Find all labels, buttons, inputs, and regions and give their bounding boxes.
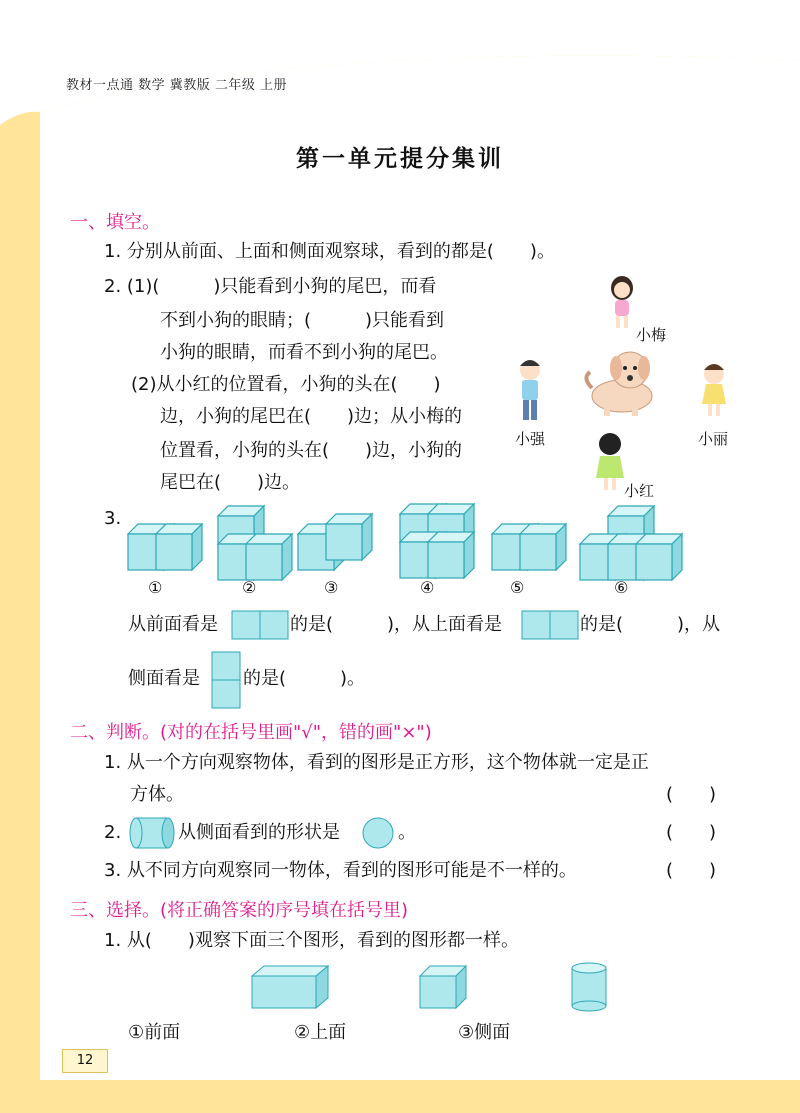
s1-question-2-line6: 位置看，小狗的头在( )边，小狗的 bbox=[160, 440, 463, 461]
option-front[interactable]: ①前面 bbox=[128, 1022, 181, 1043]
cylinder-lying-icon bbox=[128, 816, 176, 850]
s1-q3-top-prefix: 的是( )，从上面看是 bbox=[290, 614, 503, 635]
figure-label-6: ⑥ bbox=[614, 578, 629, 597]
section3-heading: 三、选择。(将正确答案的序号填在括号里) bbox=[70, 900, 409, 921]
cube-shape bbox=[420, 966, 466, 1008]
three-solids-figure bbox=[250, 962, 640, 1014]
figure-2 bbox=[218, 506, 292, 580]
s1-q3-front-prefix: 从前面看是 bbox=[128, 614, 218, 635]
figure-5 bbox=[492, 524, 566, 570]
s1-question-2-line5: 边，小狗的尾巴在( )边；从小梅的 bbox=[160, 406, 463, 427]
option-side[interactable]: ③侧面 bbox=[458, 1022, 511, 1043]
two-squares-vertical-shape bbox=[211, 651, 241, 709]
s1-q3-side-answer: 的是( )。 bbox=[243, 668, 366, 689]
s1-question-2-line1: 2. (1)( )只能看到小狗的尾巴，而看 bbox=[104, 276, 437, 297]
s2-question-1-line2: 方体。 bbox=[130, 784, 184, 805]
section2-heading: 二、判断。(对的在括号里画"√"，错的画"×") bbox=[70, 722, 432, 743]
s2-question-1-line1: 1. 从一个方向观察物体，看到的图形是正方形，这个物体就一定是正 bbox=[104, 752, 649, 773]
s1-question-1: 1. 分别从前面、上面和侧面观察球，看到的都是( )。 bbox=[104, 241, 555, 262]
label-xiaohong: 小红 bbox=[624, 482, 655, 500]
s2-question-3: 3. 从不同方向观察同一物体，看到的图形可能是不一样的。 bbox=[104, 860, 577, 881]
figure-4 bbox=[400, 504, 474, 578]
figure-label-5: ⑤ bbox=[510, 578, 525, 597]
two-squares-horizontal-shape-2 bbox=[521, 610, 579, 640]
label-xiaoli: 小丽 bbox=[698, 430, 729, 448]
s2-question-2-end: 。 bbox=[398, 822, 416, 843]
s2-question-2-number: 2. bbox=[104, 822, 122, 843]
figure-label-4: ④ bbox=[420, 578, 435, 597]
s1-question-3-number: 3. bbox=[104, 508, 122, 529]
figure-label-2: ② bbox=[242, 578, 257, 597]
figure-label-3: ③ bbox=[324, 578, 339, 597]
s2-q3-answer-paren[interactable]: ( ) bbox=[666, 860, 717, 881]
section1-heading: 一、填空。 bbox=[70, 212, 160, 233]
figure-6 bbox=[580, 506, 682, 580]
figure-3 bbox=[298, 514, 372, 570]
page-number: 12 bbox=[62, 1049, 108, 1073]
s1-question-2-line3: 小狗的眼睛，而看不到小狗的尾巴。 bbox=[160, 342, 448, 363]
figure-1 bbox=[128, 524, 202, 570]
two-squares-horizontal-shape bbox=[231, 610, 289, 640]
s3-question-1: 1. 从( )观察下面三个图形，看到的图形都一样。 bbox=[104, 930, 519, 951]
figure-label-1: ① bbox=[148, 578, 163, 597]
label-xiaomei: 小梅 bbox=[636, 326, 667, 344]
s1-q3-side-suffix: 的是( )，从 bbox=[580, 614, 721, 635]
page-title: 第一单元提分集训 bbox=[296, 146, 504, 172]
option-top[interactable]: ②上面 bbox=[294, 1022, 347, 1043]
cylinder-shape bbox=[572, 963, 606, 1011]
s2-question-2-text: 从侧面看到的形状是 bbox=[178, 822, 340, 843]
book-header: 教材一点通 数学 冀教版 二年级 上册 bbox=[66, 78, 288, 93]
s2-q2-answer-paren[interactable]: ( ) bbox=[666, 822, 717, 843]
s1-question-2-line7: 尾巴在( )边。 bbox=[160, 472, 301, 493]
cuboid-shape bbox=[252, 966, 328, 1008]
s1-q3-side-prefix: 侧面看是 bbox=[128, 668, 200, 689]
s2-q1-answer-paren[interactable]: ( ) bbox=[666, 784, 717, 805]
s1-question-2-line2: 不到小狗的眼睛；( )只能看到 bbox=[160, 310, 445, 331]
circle-shape-icon bbox=[360, 816, 396, 850]
label-xiaoqiang: 小强 bbox=[515, 430, 546, 448]
s1-question-2-line4: (2)从小红的位置看，小狗的头在( ) bbox=[131, 374, 441, 395]
